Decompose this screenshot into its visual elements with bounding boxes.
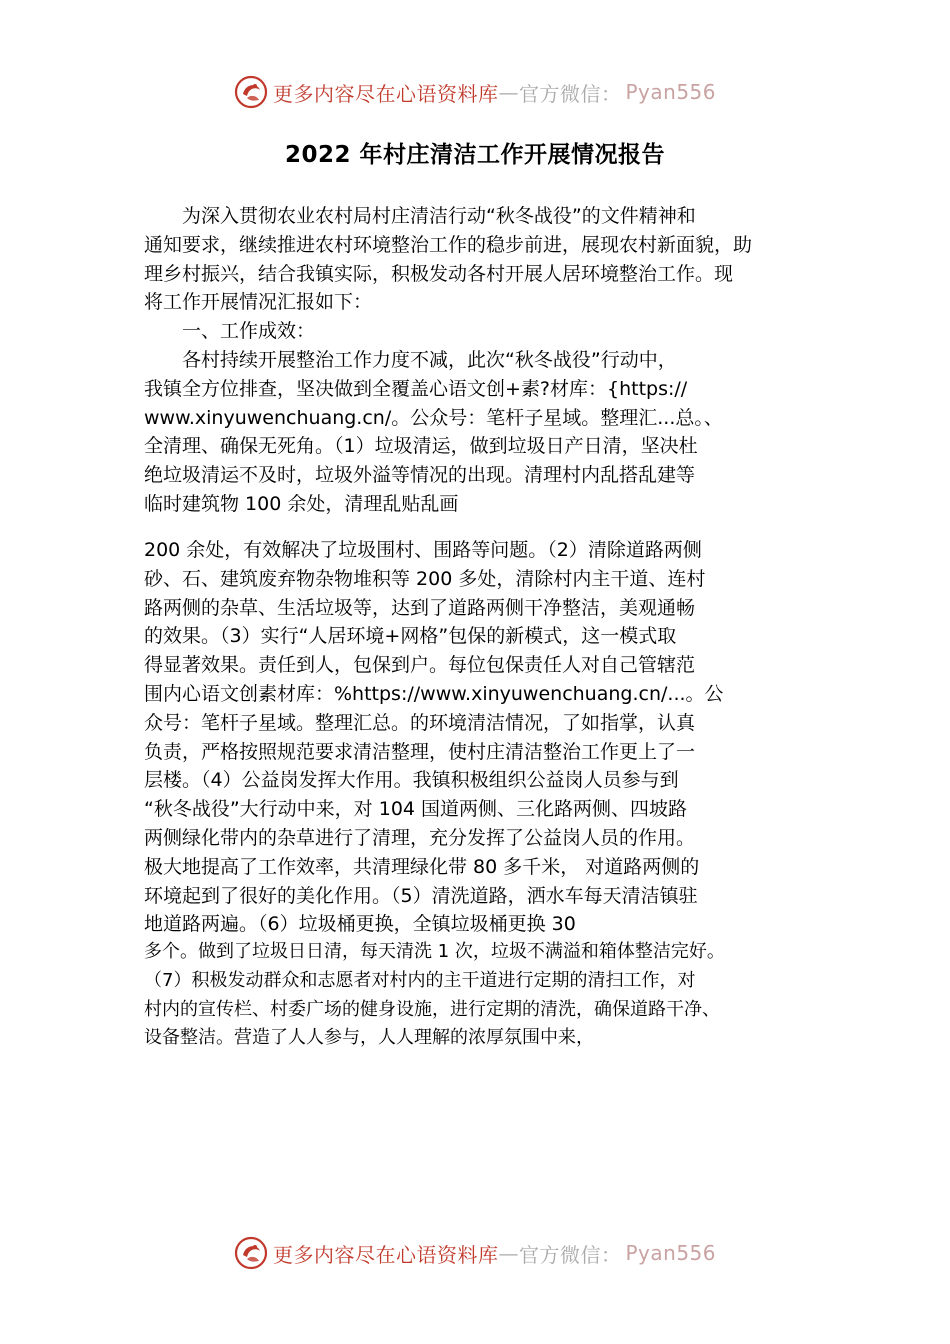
watermark-main-text: 更多内容尽在心语资料库 [273, 1242, 499, 1267]
paragraph-line: 理乡村振兴，结合我镇实际，积极发动各村开展人居环境整治工作。现 [144, 262, 734, 285]
paragraph-line: （7）积极发动群众和志愿者对村内的主干道进行定期的清扫工作，对 [144, 969, 696, 991]
watermark-separator: — [498, 80, 519, 104]
paragraph-line: “秋冬战役”大行动中来，对 104 国道两侧、三化路两侧、四坡路 [144, 798, 688, 821]
paragraph-line: 设备整洁。营造了人人参与，人人理解的浓厚氛围中来， [144, 1027, 594, 1049]
paragraph-line: 为深入贯彻农业农村局村庄清洁行动“秋冬战役”的文件精神和 [144, 205, 696, 227]
paragraph-line: 通知要求，继续推进农村环境整治工作的稳步前进，展现农村新面貌，助 [144, 233, 753, 256]
paragraph-line: 负责，严格按照规范要求清洁整理，使村庄清洁整治工作更上了一 [144, 740, 696, 763]
paragraph-line: 地道路两遍。（6）垃圾桶更换，全镇垃圾桶更换 30 [144, 913, 576, 936]
paragraph-line: 两侧绿化带内的杂草进行了清理，充分发挥了公益岗人员的作用。 [144, 826, 696, 849]
paragraph-line: 环境起到了很好的美化作用。（5）清洗道路，洒水车每天清洁镇驻 [144, 884, 698, 907]
paragraph-line: 绝垃圾清运不及时，垃圾外溢等情况的出现。清理村内乱搭乱建等 [144, 464, 696, 487]
document-block-2 [144, 536, 844, 939]
paragraph-line: 全清理、确保无死角。（1）垃圾清运，做到垃圾日产日清，坚决杜 [144, 435, 698, 458]
paragraph-line: 临时建筑物 100 余处，清理乱贴乱画 [144, 492, 459, 515]
watermark-separator: — [498, 1241, 519, 1265]
paragraph-line: www.xinyuwenchuang.cn/。公众号：笔杆子星域。整理汇...总。、 [144, 406, 723, 429]
paragraph-line: 得显著效果。责任到人，包保到户。每位包保责任人对自己管辖范 [144, 654, 696, 677]
document-block-1 [144, 202, 844, 519]
paragraph-line: 200 余处，有效解决了垃圾围村、围路等问题。（2）清除道路两侧 [144, 539, 702, 561]
document-title: 2022 年村庄清洁工作开展情况报告 [284, 142, 666, 168]
paragraph-line: 村内的宣传栏、村委广场的健身设施，进行定期的清洗，确保道路干净、 [144, 998, 720, 1020]
document-block-3 [144, 938, 844, 1053]
paragraph-line: 众号：笔杆子星域。整理汇总。的环境清洁情况，了如指掌，认真 [144, 711, 696, 734]
footer-watermark [233, 1233, 716, 1273]
paragraph-line: 一、工作成效： [144, 320, 316, 343]
paragraph-line: 的效果。（3）实行“人居环境+网格”包保的新模式，这一模式取 [144, 625, 677, 648]
paragraph-line: 层楼。（4）公益岗发挥大作用。我镇积极组织公益岗人员参与到 [144, 769, 679, 792]
header-watermark [233, 72, 716, 112]
paragraph-line: 各村持续开展整治工作力度不减，此次“秋冬战役”行动中， [144, 348, 677, 371]
watermark-wechat-id: Pyan556 [625, 80, 717, 104]
paragraph-line: 多个。做到了垃圾日日清，每天清洗 1 次，垃圾不满溢和箱体整洁完好。 [144, 941, 725, 962]
watermark-wechat-id: Pyan556 [625, 1241, 717, 1265]
paragraph-line: 路两侧的杂草、生活垃圾等，达到了道路两侧干净整洁，美观通畅 [144, 596, 696, 619]
watermark-label: 官方微信： [519, 81, 622, 106]
paragraph-line: 将工作开展情况汇报如下： [144, 291, 373, 314]
watermark-label: 官方微信： [519, 1242, 622, 1267]
watermark-main-text: 更多内容尽在心语资料库 [273, 81, 499, 106]
flower-logo-icon [233, 74, 269, 110]
paragraph-line: 极大地提高了工作效率，共清理绿化带 80 多千米， 对道路两侧的 [144, 855, 700, 878]
paragraph-line: 围内心语文创素材库：%https://www.xinyuwenchuang.cn/...。公 [144, 682, 724, 705]
flower-logo-icon [233, 1235, 269, 1271]
paragraph-line: 砂、石、建筑废弃物杂物堆积等 200 多处，清除村内主干道、连村 [144, 567, 706, 590]
paragraph-line: 我镇全方位排查，坚决做到全覆盖心语文创+素?材库：{https:// [144, 377, 688, 400]
